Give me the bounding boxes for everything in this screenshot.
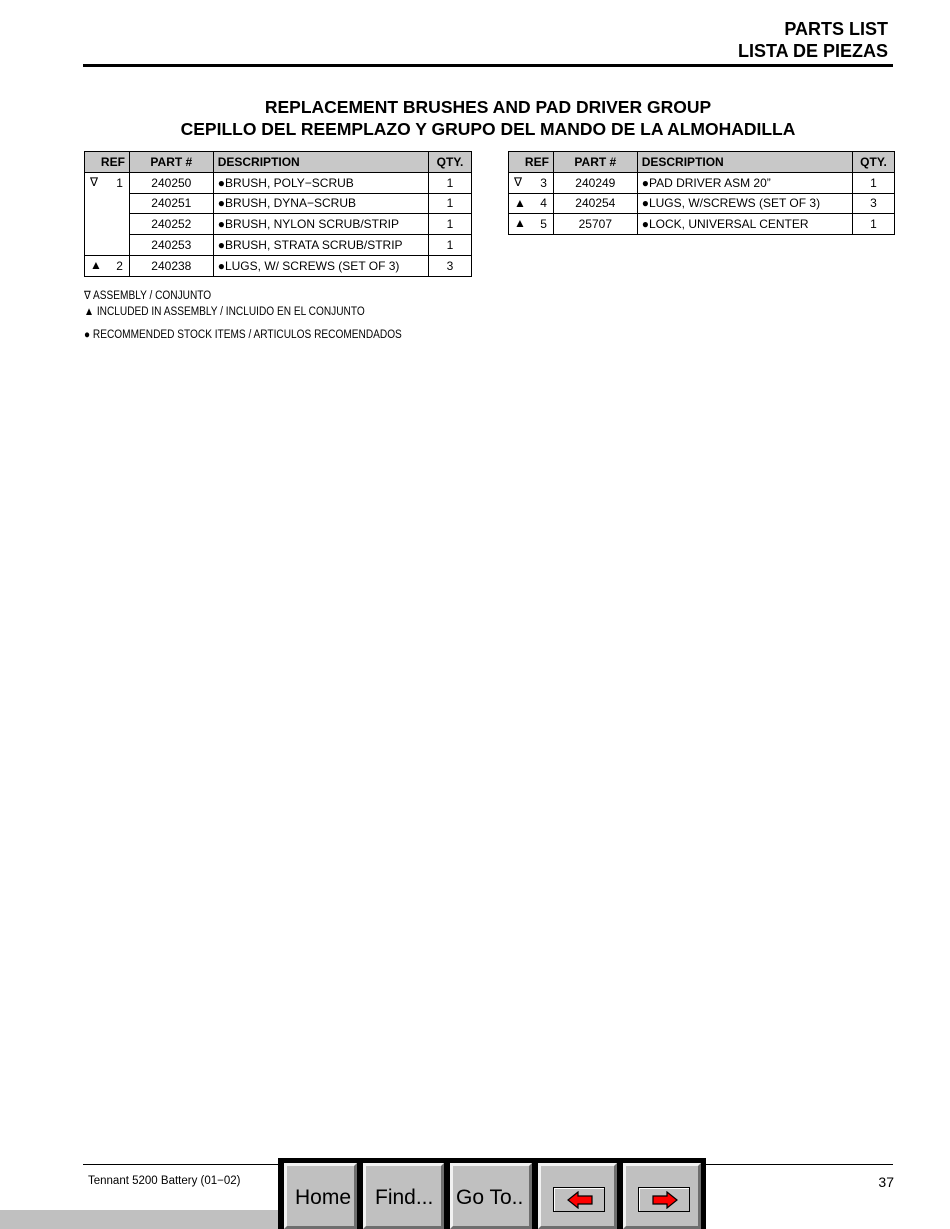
next-page-frame [638, 1187, 690, 1212]
right-arrow-icon [652, 1191, 678, 1209]
part-number: 240238 [129, 255, 213, 276]
page-number: 37 [878, 1174, 894, 1190]
description: ●LUGS, W/SCREWS (SET OF 3) [637, 193, 852, 214]
legend-included: ▲ INCLUDED IN ASSEMBLY / INCLUIDO EN EL CONJUNTO [84, 306, 365, 318]
part-number: 240253 [129, 235, 213, 256]
table-row [85, 255, 472, 276]
assembly-marker-icon: ∇ [90, 174, 99, 189]
page-header [738, 18, 888, 62]
col-qty: QTY. [429, 152, 472, 173]
find-button[interactable] [363, 1163, 444, 1229]
quantity: 1 [853, 172, 895, 193]
previous-page-button[interactable] [538, 1163, 617, 1229]
legend-assembly: ∇ ASSEMBLY / CONJUNTO [84, 290, 212, 302]
col-part: PART # [553, 152, 637, 173]
section-title-en: REPLACEMENT BRUSHES AND PAD DRIVER GROUP [264, 97, 712, 117]
description: ●PAD DRIVER ASM 20” [637, 172, 852, 193]
col-ref: REF [85, 152, 130, 173]
col-part: PART # [129, 152, 213, 173]
goto-button[interactable] [450, 1163, 532, 1229]
navigation-bar [278, 1158, 706, 1229]
ref-cell: ▲ 5 [509, 214, 554, 235]
part-number: 240249 [553, 172, 637, 193]
header-title-es: LISTA DE PIEZAS [737, 41, 888, 61]
assembly-marker-icon: ∇ [514, 174, 523, 189]
ref-cell: ∇ 1 [85, 172, 130, 255]
description: ●LUGS, W/ SCREWS (SET OF 3) [213, 255, 428, 276]
table-row [509, 214, 895, 235]
col-ref: REF [509, 152, 554, 173]
part-number: 25707 [553, 214, 637, 235]
col-description: DESCRIPTION [637, 152, 852, 173]
parts-table-right [508, 151, 895, 235]
legend-recommended: ● RECOMMENDED STOCK ITEMS / ARTICULOS RECOMENDADOS [84, 329, 402, 341]
description: ●BRUSH, DYNA−SCRUB [213, 193, 428, 214]
left-arrow-icon [567, 1191, 593, 1209]
quantity: 1 [429, 235, 472, 256]
home-button-label: Home [295, 1186, 352, 1209]
home-button[interactable] [284, 1163, 357, 1229]
included-marker-icon: ▲ [514, 216, 526, 231]
quantity: 1 [429, 193, 472, 214]
col-qty: QTY. [853, 152, 895, 173]
table-row [509, 172, 895, 193]
ref-cell: ▲ 2 [85, 255, 130, 276]
part-number: 240251 [129, 193, 213, 214]
quantity: 3 [429, 255, 472, 276]
footer-doc-title: Tennant 5200 Battery (01−02) [88, 1175, 241, 1187]
quantity: 3 [853, 193, 895, 214]
table-row [509, 193, 895, 214]
table-header-row [85, 152, 472, 173]
ref-cell: ▲ 4 [509, 193, 554, 214]
description: ●BRUSH, POLY−SCRUB [213, 172, 428, 193]
part-number: 240250 [129, 172, 213, 193]
col-description: DESCRIPTION [213, 152, 428, 173]
part-number: 240252 [129, 214, 213, 235]
quantity: 1 [853, 214, 895, 235]
goto-button-label: Go To.. [456, 1186, 524, 1209]
section-title [83, 96, 893, 140]
part-number: 240254 [553, 193, 637, 214]
next-page-button[interactable] [623, 1163, 701, 1229]
description: ●BRUSH, NYLON SCRUB/STRIP [213, 214, 428, 235]
included-marker-icon: ▲ [514, 195, 526, 210]
table-row [85, 235, 472, 256]
header-rule [83, 64, 893, 67]
table-row [85, 214, 472, 235]
description: ●BRUSH, STRATA SCRUB/STRIP [213, 235, 428, 256]
included-marker-icon: ▲ [90, 257, 102, 272]
quantity: 1 [429, 172, 472, 193]
previous-page-frame [553, 1187, 605, 1212]
find-button-label: Find... [375, 1186, 434, 1209]
table-row [85, 193, 472, 214]
header-title-en: PARTS LIST [784, 19, 888, 39]
quantity: 1 [429, 214, 472, 235]
description: ●LOCK, UNIVERSAL CENTER [637, 214, 852, 235]
section-title-es: CEPILLO DEL REEMPLAZO Y GRUPO DEL MANDO DE LA ALMOHADILLA [180, 119, 796, 139]
parts-table-left [84, 151, 472, 277]
ref-cell: ∇ 3 [509, 172, 554, 193]
table-header-row [509, 152, 895, 173]
table-row [85, 172, 472, 193]
